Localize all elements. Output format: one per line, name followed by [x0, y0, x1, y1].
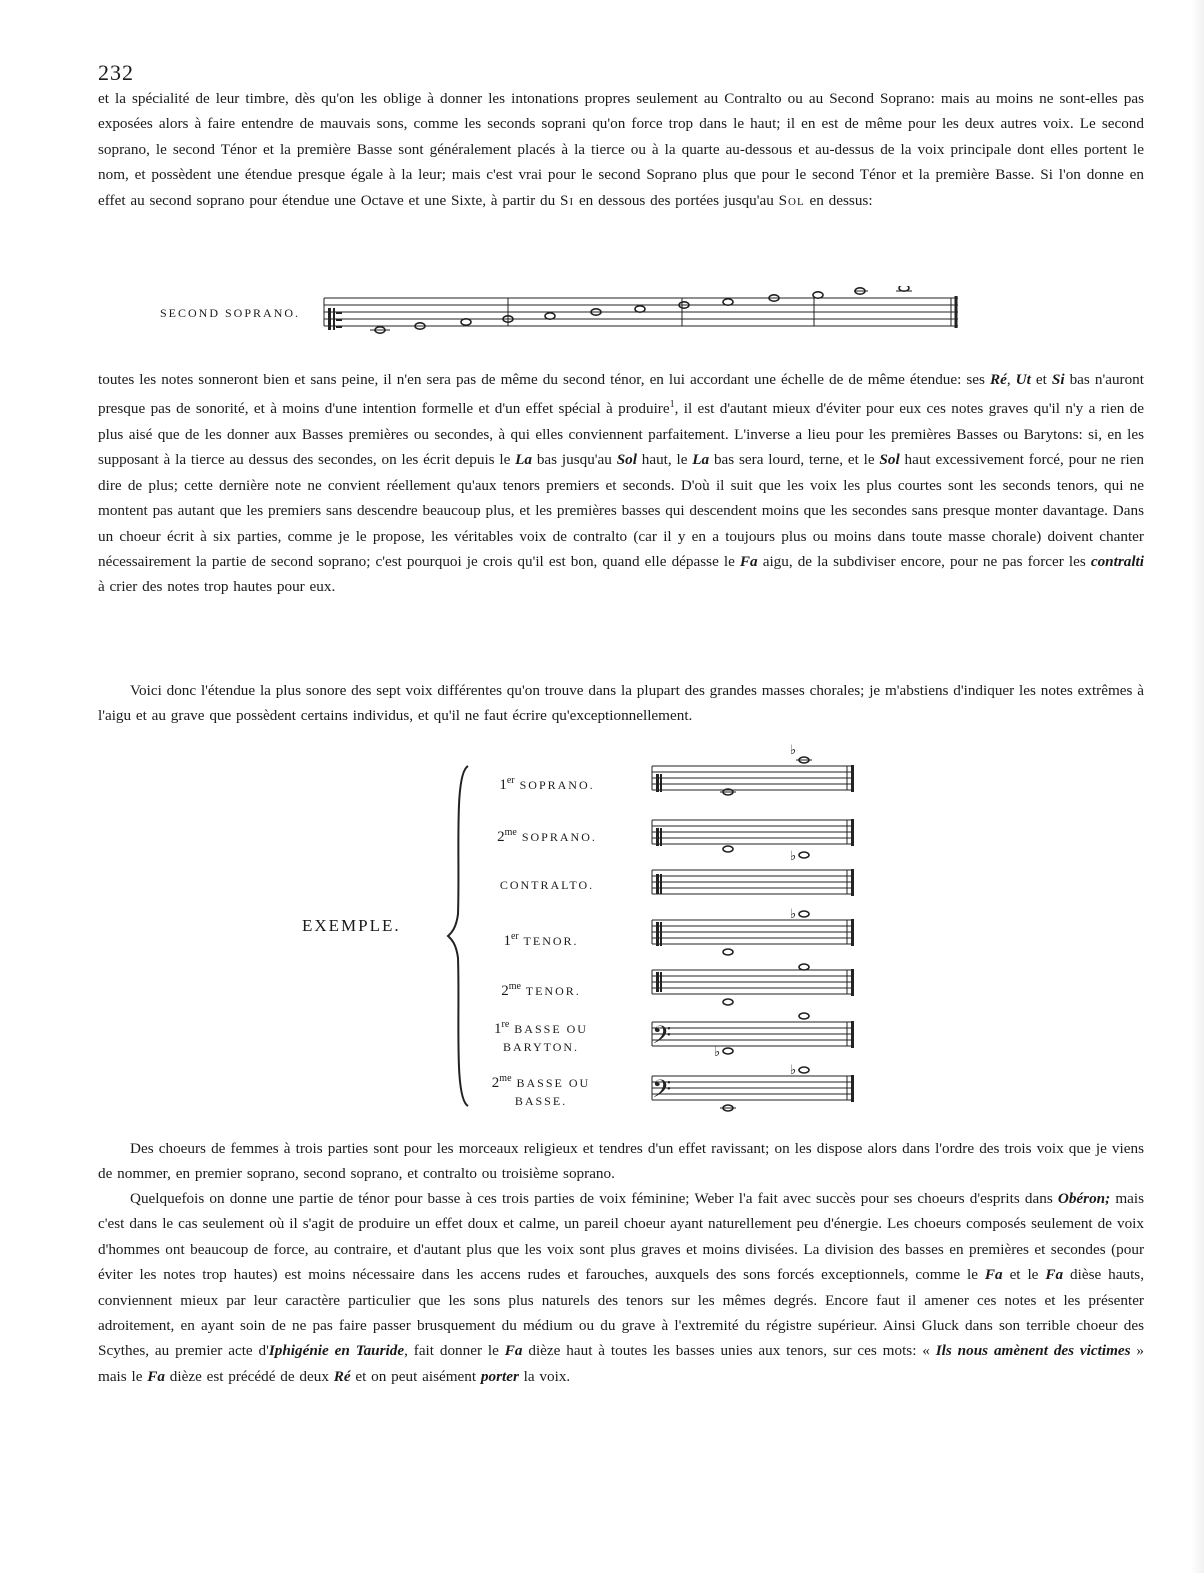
voices-staves — [648, 740, 860, 1120]
quote-victimes: Ils nous amènent des victimes — [935, 1342, 1131, 1360]
voice-4-sup: er — [510, 931, 519, 942]
voice-6-name2: BARYTON. — [502, 1040, 580, 1054]
paragraph-3-text: Voici donc l'étendue la plus sonore des sept voix différentes qu'on trouve dans la plupart des grandes masses chorales; je m'abstiens d'indiquer les notes extrêmes à l'aigu et au grave que possèdent certains individus, et qu'il ne faut écrire qu'exceptionnellement. — [98, 682, 1144, 725]
paragraph-2-g: haut excessivement forcé, pour ne rien dire de plus; cette dernière note ne convient réellement qu'aux tenors premiers et seconds. D'où il suit que les voix les plus courtes sont les seconds tenors, qui ne montent pas autant que les premiers sans descendre beaucoup plus, et les premières basses qui descendent moins que les secondes sans presque monter davantage. Dans un choeur écrit à six parties, comme je le propose, les véritables voix de contralto (car il y en a toujours plus ou moins dans toute masse chorale) doivent chanter nécessairement la partie de second soprano; c'est pourquoi je crois qu'il est bon, quand elle dépasse le — [98, 451, 1145, 570]
note-re-2: Ré — [333, 1367, 351, 1385]
word-porter: porter — [480, 1367, 519, 1385]
paragraph-5-g: » mais le — [98, 1342, 1145, 1385]
paragraph-3 — [98, 678, 1144, 729]
svg-text:♭: ♭ — [790, 907, 797, 922]
paragraph-5 — [98, 1186, 1144, 1389]
voice-2-name: SOPRANO. — [521, 830, 597, 844]
paragraph-2-h: aigu, de la subdiviser encore, pour ne pas forcer les — [757, 552, 1091, 570]
note-fa-3: Fa — [504, 1342, 523, 1360]
svg-text:𝄢: 𝄢 — [652, 1021, 672, 1056]
voice-label-4 — [476, 928, 606, 950]
note-fa-1: Fa — [984, 1266, 1003, 1284]
paragraph-5-d: dièse hauts, conviennent mieux par leur caractère particulier que les sons plus naturels des tenors sur les mêmes degrés. Encore faut il amener ces notes et les présenter adroitement, en ayant soin de ne pas faire passer brusquement du médium ou du grave à l'extremité du régistre supérieur. Ainsi Gluck dans son terrible choeur des Scythes, au premier acte d' — [98, 1266, 1145, 1360]
paragraph-1 — [98, 86, 1144, 213]
page-edge-shadow — [1190, 0, 1204, 1573]
svg-text:♭: ♭ — [790, 849, 797, 864]
exemple-label: EXEMPLE. — [302, 916, 401, 935]
paragraph-5-b: mais c'est dans le cas seulement où il s'agit de produire un effet doux et calme, un pareil choeur ayant naturellement peu d'énergie. Les choeurs composés seulement de voix d'hommes ont beaucoup de force, au contraire, et d'autant plus que les voix sont plus graves et moins divisées. La division des basses en premières et secondes (pour éviter les notes trop hautes) est moins nécessaire dans les accens rudes et farouches, auxquels des sons forcés exceptionnels, comme le — [98, 1190, 1145, 1284]
voice-7-ord: 2 — [491, 1075, 500, 1091]
voice-5-name: TENOR. — [525, 984, 581, 998]
title-iphigenie: Iphigénie en Tauride — [268, 1342, 405, 1360]
voice-3-name: CONTRALTO. — [499, 878, 595, 892]
voice-6-ord: 1 — [494, 1021, 502, 1037]
note-fa: Fa — [739, 552, 758, 570]
paragraph-2-e: haut, le — [636, 451, 693, 469]
note-ut: Ut — [1015, 371, 1031, 388]
exemple-brace — [446, 764, 476, 1108]
paragraph-5-c: et le — [1002, 1266, 1046, 1284]
paragraph-2-b: bas n'auront presque pas de sonorité, et à moins d'une intention formelle et d'un effet spécial à produire — [98, 371, 1144, 418]
paragraph-1-end: en dessus: — [804, 191, 873, 209]
voice-label-6 — [476, 1016, 606, 1056]
voice-5-ord: 2 — [501, 983, 509, 999]
voice-6-sup: re — [501, 1019, 510, 1030]
voice-1-sup: er — [506, 775, 515, 786]
paragraph-5-i: et on peut aisément — [350, 1367, 481, 1385]
second-soprano-staff — [318, 286, 962, 342]
note-si-bas: Si — [1051, 371, 1065, 388]
paragraph-4 — [98, 1136, 1144, 1187]
voice-1-ord: 1 — [499, 777, 507, 793]
voice-4-name: TENOR. — [523, 934, 579, 948]
note-sol-2: Sol — [879, 451, 900, 469]
paragraph-5-f: dièze haut à toutes les basses unies aux tenors, sur ces mots: « — [522, 1342, 936, 1360]
paragraph-5-a: Quelquefois on donne une partie de ténor pour basse à ces trois parties de voix féminine; Weber l'a fait avec succès pour ses choeurs d'esprits dans — [130, 1190, 1058, 1207]
paragraph-1-text: et la spécialité de leur timbre, dès qu'on les oblige à donner les intonations propres seulement au Contralto ou au Second Soprano: mais au moins ne sont-elles pas exposées alors à faire entendre de mauvais sons, comme les seconds soprani qu'on force trop dans le haut; il en est de même pour les deux autres voix. Le second soprano, le second Ténor et la première Basse sont généralement placés à la tierce ou à la quarte au-dessous et au-dessus de la voix principale dont elles portent le nom, et possèdent une étendue presque égale à la leur; mais c'est vrai pour le second Soprano plus que pour le second Ténor et la première Basse. Si l'on donne en effet au second soprano pour étendue une Octave et une Sixte, à partir du — [98, 90, 1144, 209]
paragraph-2-c2: et — [1030, 371, 1052, 388]
svg-text:𝄢: 𝄢 — [652, 1075, 672, 1110]
voice-2-sup: me — [504, 827, 517, 838]
footnote-marker: 1 — [669, 399, 675, 411]
voice-7-name2: BASSE. — [514, 1094, 568, 1108]
voice-6-name: BASSE OU — [514, 1022, 588, 1036]
svg-text:♭: ♭ — [714, 1045, 721, 1060]
note-sol: Sol — [778, 191, 805, 209]
voice-label-3 — [482, 876, 612, 894]
voice-5-sup: me — [508, 981, 521, 992]
paragraph-2-d: bas jusqu'au — [532, 451, 617, 469]
note-fa-2: Fa — [1045, 1266, 1064, 1284]
second-soprano-label: SECOND SOPRANO. — [160, 306, 301, 320]
paragraph-5-e: , fait donner le — [404, 1342, 505, 1360]
title-oberon: Obéron; — [1057, 1190, 1111, 1207]
paragraph-2-f: bas sera lourd, terne, et le — [709, 451, 880, 469]
svg-text:♭: ♭ — [790, 743, 797, 758]
paragraph-5-h: dièze est précédé de deux — [164, 1367, 334, 1385]
voice-7-name: BASSE OU — [516, 1076, 591, 1090]
page-number: 232 — [98, 60, 134, 85]
voice-label-5 — [476, 978, 606, 1000]
paragraph-2-i: à crier des notes trop hautes pour eux. — [98, 578, 336, 596]
paragraph-5-j: la voix. — [518, 1367, 571, 1385]
note-fa-4: Fa — [147, 1367, 165, 1385]
word-contralti: contralti — [1090, 552, 1144, 570]
voice-7-sup: me — [499, 1073, 512, 1084]
voice-1-name: SOPRANO. — [519, 778, 595, 792]
note-re: Ré — [989, 371, 1007, 388]
paragraph-2-a: toutes les notes sonneront bien et sans peine, il n'en sera pas de même du second ténor, en lui accordant une échelle de de même étendue: ses — [98, 371, 990, 388]
paragraph-1-mid: en dessous des portées jusqu'au — [574, 191, 779, 209]
voice-label-1 — [482, 772, 612, 794]
paragraph-4-text: Des choeurs de femmes à trois parties sont pour les morceaux religieux et tendres d'un effet ravissant; on les dispose alors dans l'ordre des trois voix que je viens de nommer, en premier soprano, second soprano, et contralto ou troisième soprano. — [98, 1140, 1144, 1183]
voice-label-7 — [476, 1070, 606, 1110]
paragraph-2 — [98, 367, 1144, 600]
paragraph-2-c1: , — [1006, 371, 1016, 388]
voice-label-2 — [482, 824, 612, 846]
note-sol-1: Sol — [616, 451, 637, 469]
voice-2-ord: 2 — [497, 829, 505, 845]
note-si: Si — [560, 191, 575, 209]
note-la-2: La — [692, 451, 710, 469]
note-la-1: La — [515, 451, 533, 469]
paragraph-2-c: , il est d'autant mieux d'éviter pour eux ces notes graves qu'il n'y a rien de plus aisé que de les donner aux Basses premières ou secondes, à qui elles conviennent parfaitement. L'inverse a lieu pour les premières Basses ou Barytons: si, en les supposant à la tierce au dessus des secondes, on les écrit depuis le — [98, 400, 1144, 469]
voice-4-ord: 1 — [503, 933, 511, 949]
svg-text:♭: ♭ — [790, 1063, 797, 1078]
